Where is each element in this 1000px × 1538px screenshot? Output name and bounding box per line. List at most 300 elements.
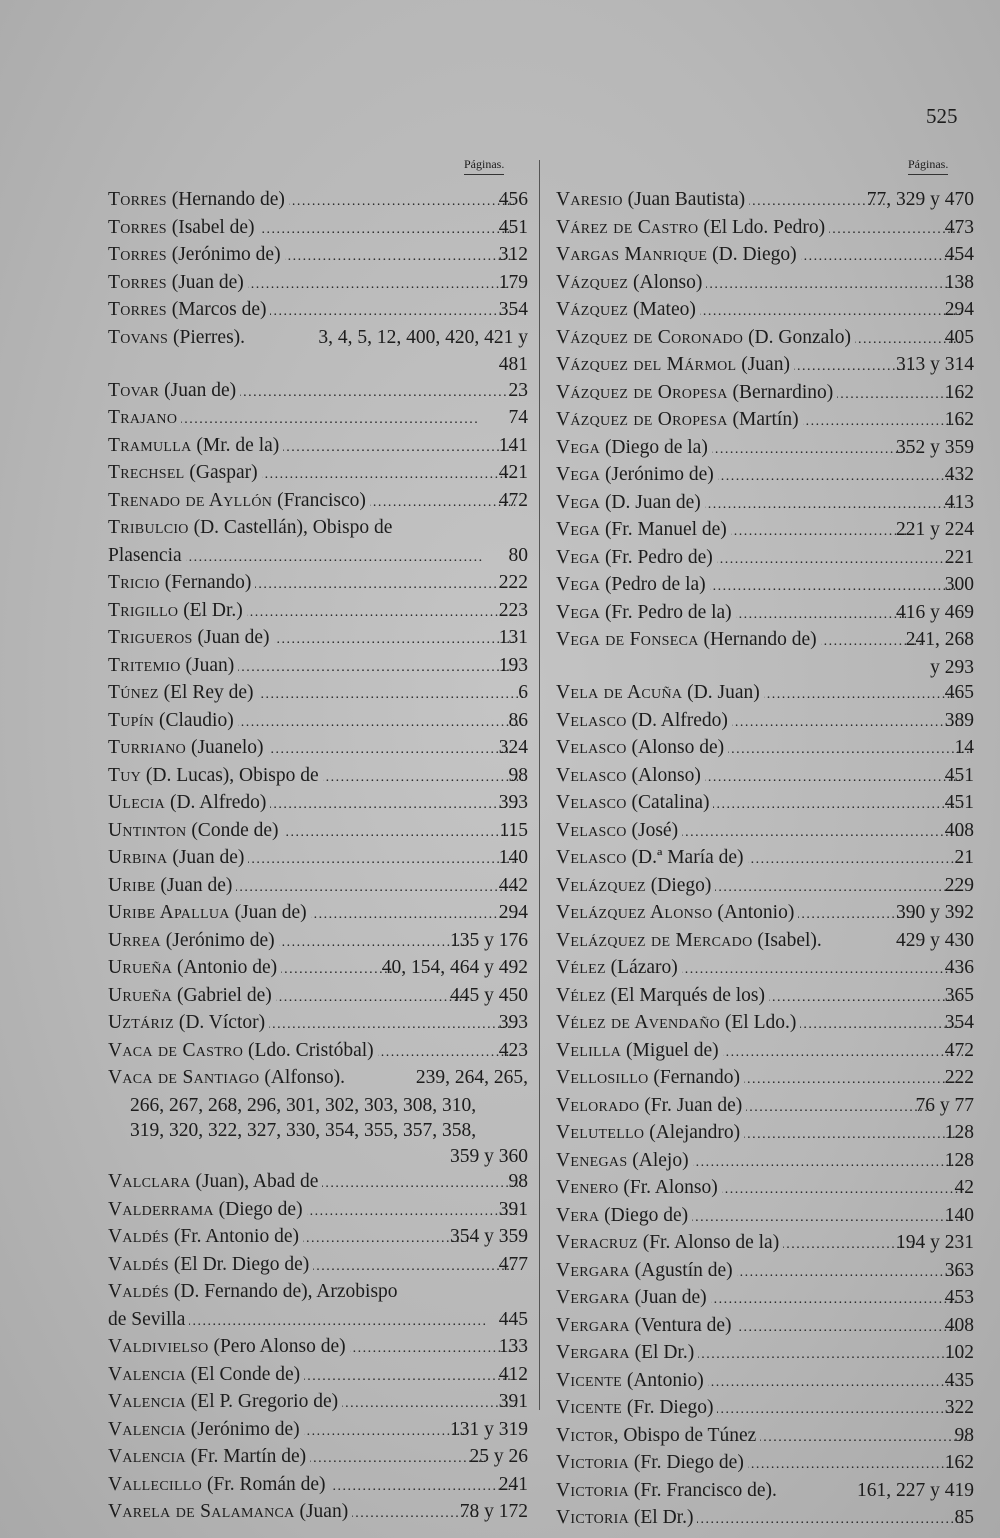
entry-surname: Vicente <box>556 1369 622 1391</box>
dot-leader <box>717 1397 962 1423</box>
entry-surname: Vellosillo <box>556 1067 649 1088</box>
entry-given: (Diego de) <box>599 1204 689 1226</box>
index-entry <box>108 1417 528 1445</box>
entry-given: (Gabriel de) <box>172 984 272 1006</box>
entry-given: (Fr. Alonso) <box>618 1177 718 1198</box>
entry-name <box>108 1444 307 1470</box>
entry-given: (El Rey de) <box>158 682 254 703</box>
entry-surname: Trajano <box>108 407 178 428</box>
index-entry-line <box>108 1389 528 1417</box>
dot-leader <box>697 1507 970 1533</box>
index-entry-line <box>108 1065 528 1093</box>
entry-surname: Uztáriz <box>108 1012 174 1033</box>
entry-surname: Urueña <box>108 984 173 1006</box>
entry-name <box>108 1279 398 1305</box>
index-entry <box>108 1362 528 1390</box>
entry-pages: 456 <box>498 189 528 210</box>
index-entry <box>556 928 974 956</box>
entry-given: (José) <box>626 819 679 841</box>
entry-pages: 413 <box>944 491 974 513</box>
index-entry-line <box>556 215 974 243</box>
entry-surname: Victoria <box>556 1507 630 1528</box>
entry-given: (Ventura de) <box>629 1314 732 1336</box>
entry-surname: Velázquez Alonso <box>556 902 713 923</box>
index-entry-line <box>108 1279 528 1307</box>
dot-leader <box>783 1232 914 1258</box>
entry-given: (El Dr. Diego de) <box>169 1253 310 1275</box>
entry-given: (D. Diego) <box>707 244 797 265</box>
entry-name <box>556 215 826 241</box>
entry-surname: Túnez <box>108 682 159 703</box>
index-entry-line <box>108 818 528 846</box>
index-entry <box>556 1148 974 1176</box>
entry-surname: Velasco <box>556 764 627 786</box>
entry-pages: 393 <box>498 1012 528 1033</box>
index-entry <box>108 242 528 270</box>
entry-pages: 161, 227 y 419 <box>857 1479 974 1501</box>
column-divider <box>539 160 540 1410</box>
entry-surname: Victor <box>556 1424 614 1446</box>
entry-given: (Marcos de) <box>166 299 267 320</box>
entry-surname: Vela de Acuña <box>556 682 683 703</box>
index-entry <box>556 790 974 818</box>
entry-pages: 454 <box>944 244 974 265</box>
index-entry-line <box>556 627 974 655</box>
index-entry <box>108 763 528 791</box>
entry-surname: Urrea <box>108 929 161 951</box>
entry-surname: Vergara <box>556 1287 630 1308</box>
entry-surname: Torres <box>108 244 167 265</box>
entry-pages: 128 <box>944 1149 974 1171</box>
entry-surname: Uribe Apallua <box>108 902 230 923</box>
entry-name <box>556 1120 741 1146</box>
index-entry <box>108 955 528 983</box>
entry-name <box>108 1252 310 1278</box>
entry-surname: Tovar <box>108 379 160 401</box>
entry-pages: 25 y 26 <box>469 1446 528 1467</box>
entry-pages: 133 <box>498 1336 528 1357</box>
entry-name <box>556 708 728 734</box>
dot-leader <box>258 682 524 708</box>
entry-surname: Vera <box>556 1204 600 1226</box>
entry-name <box>108 955 278 981</box>
entry-pages: 135 y 176 <box>450 929 528 951</box>
entry-surname: Urueña <box>108 957 173 978</box>
index-entry-line <box>108 1010 528 1038</box>
entry-given: (Juan) <box>736 354 790 375</box>
entry-pages-continued: 359 y 360 <box>450 1145 528 1167</box>
index-entry-line <box>556 763 974 791</box>
entry-surname: Torres <box>108 299 167 320</box>
dot-leader <box>706 272 962 298</box>
dot-leader <box>307 1199 517 1225</box>
entry-surname: Urbina <box>108 847 168 868</box>
index-entry-line <box>556 1065 974 1093</box>
entry-surname: Vallecillo <box>108 1473 203 1495</box>
entry-name <box>556 1065 741 1091</box>
index-entry-line <box>108 598 528 626</box>
entry-pages: 294 <box>498 902 528 923</box>
entry-given: (Fr. Antonio de) <box>169 1226 299 1247</box>
entry-surname: Vargas Manrique <box>556 244 708 265</box>
index-entry-line <box>108 735 528 763</box>
entry-pages: 194 y 231 <box>896 1232 974 1253</box>
entry-name <box>108 187 285 213</box>
entry-surname: Velasco <box>556 847 627 868</box>
dot-leader <box>310 1446 487 1472</box>
entry-surname: Velasco <box>556 819 627 841</box>
index-entry-line <box>556 818 974 846</box>
entry-given: (Catalina) <box>626 792 710 813</box>
index-entry <box>556 600 974 628</box>
entry-name <box>556 380 834 406</box>
entry-surname: Valclara <box>108 1171 191 1192</box>
entry-surname: Vázquez <box>556 271 629 293</box>
entry-pages: 451 <box>498 216 528 238</box>
index-entry <box>108 928 528 956</box>
dot-leader <box>713 792 962 818</box>
right-column-header-label: Páginas. <box>908 157 948 175</box>
entry-pages-continued: 481 <box>498 354 528 375</box>
entry-given: (Fr. Román de) <box>202 1473 326 1495</box>
entry-pages: 221 <box>944 546 974 568</box>
dot-leader <box>304 1419 468 1445</box>
entry-pages-continued: 266, 267, 268, 296, 301, 302, 303, 308, 310, <box>130 1094 477 1116</box>
entry-given: (Jerónimo de) <box>185 1418 300 1440</box>
dot-leader <box>800 1012 962 1038</box>
index-entry-line <box>556 242 974 270</box>
index-entry-line <box>556 1120 974 1148</box>
entry-surname: Vega de Fonseca <box>556 629 699 650</box>
index-entry-line <box>556 928 974 956</box>
entry-pages: 313 y 314 <box>896 354 974 375</box>
entry-pages: 40, 154, 464 y 492 <box>381 957 528 978</box>
index-entry-line: Tupín (Claudio) . . . 86 <box>130 708 528 736</box>
dot-leader <box>711 1287 963 1313</box>
entry-given: (El P. Gregorio de) <box>185 1391 339 1412</box>
entry-surname: Uribe <box>108 874 156 896</box>
entry-name <box>108 983 272 1009</box>
dot-leader <box>748 1452 963 1478</box>
dot-leader <box>700 299 963 325</box>
dot-leader <box>283 820 518 846</box>
entry-given: (Juan) <box>180 654 235 676</box>
entry-name <box>556 955 678 981</box>
right-index-column <box>556 187 974 1533</box>
dot-leader <box>829 217 963 243</box>
entry-name <box>556 297 696 323</box>
entry-given: (Alejandro) <box>644 1122 741 1143</box>
page-number: 525 <box>926 104 958 128</box>
index-entry <box>108 1444 528 1472</box>
entry-pages: 222 <box>944 1067 974 1088</box>
entry-surname: Velasco <box>556 792 627 813</box>
entry-pages: 138 <box>944 271 974 293</box>
entry-name <box>556 545 713 571</box>
entry-name <box>556 352 790 378</box>
entry-name <box>108 515 393 541</box>
index-entry <box>108 1389 528 1417</box>
index-entry <box>556 873 974 901</box>
entry-given: (Juan de) <box>167 847 245 868</box>
index-entry <box>108 1334 528 1362</box>
entry-name <box>556 1175 718 1201</box>
dot-leader <box>270 792 516 818</box>
index-entry <box>108 297 528 325</box>
entry-given: (Ldo. Cristóbal) <box>243 1039 374 1061</box>
index-entry <box>108 570 528 598</box>
entry-surname: Vergara <box>556 1259 630 1281</box>
dot-leader <box>760 1425 970 1451</box>
entry-name-continued: Plasencia <box>108 544 182 566</box>
entry-given: (Fr. Juan de) <box>639 1094 743 1116</box>
index-entry-line: Victor, Obispo de Túnez . . . 98 <box>578 1423 974 1451</box>
index-entry-line <box>108 215 528 243</box>
entry-surname: Vergara <box>556 1342 630 1363</box>
entry-name <box>108 215 255 241</box>
dot-leader <box>370 490 517 516</box>
dot-leader <box>837 382 963 408</box>
index-entry <box>108 1499 528 1527</box>
index-entry-line <box>556 352 974 380</box>
entry-pages: 294 <box>944 299 974 320</box>
index-entry-line <box>108 1472 528 1500</box>
entry-name <box>108 928 275 954</box>
index-entry-line <box>556 325 974 353</box>
entry-given: (Conde de) <box>186 819 279 841</box>
entry-given: (El Dr.) <box>629 1507 694 1528</box>
entry-pages-continued: 319, 320, 322, 327, 330, 354, 355, 357, 358, <box>130 1120 477 1141</box>
index-entry <box>556 735 974 763</box>
index-entry <box>108 983 528 1011</box>
index-entry <box>556 983 974 1011</box>
entry-pages: 241, 268 <box>905 629 974 650</box>
index-entry <box>108 1169 528 1197</box>
entry-given: (Pierres). <box>168 326 246 348</box>
index-entry <box>556 763 974 791</box>
index-entry <box>108 900 528 928</box>
entry-given: (Gaspar) <box>184 462 258 483</box>
entry-name <box>556 1230 780 1256</box>
entry-surname: Vega <box>556 601 601 623</box>
index-entry <box>556 352 974 380</box>
entry-surname: Vázquez del Mármol <box>556 354 737 375</box>
entry-name <box>556 680 760 706</box>
index-entry-line <box>108 1307 528 1335</box>
entry-pages: 365 <box>944 984 974 1006</box>
entry-surname: Venegas <box>556 1149 628 1171</box>
dot-leader <box>737 1260 963 1286</box>
entry-pages: 453 <box>944 1287 974 1308</box>
index-entry-line <box>108 955 528 983</box>
index-entry-line <box>556 435 974 463</box>
entry-pages: 390 y 392 <box>896 902 974 923</box>
entry-name <box>108 570 252 596</box>
index-entry <box>556 680 974 708</box>
dot-leader <box>693 1150 963 1176</box>
entry-given: (Alonso de) <box>626 737 725 758</box>
entry-given: (Agustín de) <box>629 1259 733 1281</box>
entry-given: (Hernando de) <box>698 629 817 650</box>
entry-pages: 363 <box>944 1259 974 1281</box>
index-entry <box>556 1423 974 1451</box>
entry-given: (Miguel de) <box>621 1039 719 1061</box>
index-entry-line: Venero (Fr. Alonso) . . . 42 <box>578 1175 974 1203</box>
entry-surname: Valdés <box>108 1253 169 1275</box>
entry-name <box>108 900 307 926</box>
index-entry-line <box>556 1340 974 1368</box>
index-entry <box>556 1175 974 1203</box>
entry-name <box>556 1423 757 1449</box>
index-entry-line <box>108 873 528 901</box>
entry-surname: Vélez de Avendaño <box>556 1012 721 1033</box>
index-entry-line <box>556 680 974 708</box>
entry-surname: Venero <box>556 1177 619 1198</box>
entry-surname: Tupín <box>108 709 155 731</box>
entry-given: (Juan de) <box>155 874 233 896</box>
entry-given: (Alonso) <box>626 764 701 786</box>
entry-given: (D. Juan de) <box>600 491 701 513</box>
entry-given: (Juan de) <box>629 1287 707 1308</box>
index-entry <box>556 708 974 736</box>
entry-name <box>108 790 267 816</box>
dot-leader <box>350 1336 517 1362</box>
entry-name <box>556 435 708 461</box>
entry-pages: 128 <box>944 1122 974 1143</box>
index-entry <box>108 708 528 736</box>
index-entry-line: Tovar (Juan de) . . . 23 <box>130 378 528 406</box>
entry-pages: 300 <box>944 574 974 595</box>
index-entry-line <box>556 983 974 1011</box>
dot-leader <box>708 1370 963 1396</box>
entry-surname: Valencia <box>108 1391 186 1412</box>
entry-pages: 405 <box>944 326 974 348</box>
entry-given: (Fr. Francisco de). <box>629 1479 777 1501</box>
entry-pages-continued: y 293 <box>930 656 974 678</box>
dot-leader <box>692 1205 963 1231</box>
dot-leader <box>240 380 524 406</box>
entry-surname: Valdivielso <box>108 1336 209 1357</box>
index-entry-line <box>108 297 528 325</box>
entry-surname: Velasco <box>556 737 627 758</box>
entry-surname: Velasco <box>556 709 627 731</box>
entry-pages: 473 <box>944 216 974 238</box>
index-entry <box>108 680 528 708</box>
index-entry <box>108 1279 528 1334</box>
left-column-header <box>464 157 504 175</box>
entry-name <box>108 845 245 871</box>
index-entry-line <box>108 433 528 461</box>
dot-leader <box>705 492 963 518</box>
dot-leader <box>722 1177 970 1203</box>
entry-given: (Fernando) <box>648 1067 741 1088</box>
entry-given: (Jerónimo de) <box>160 929 275 951</box>
entry-surname: Varesio <box>556 189 623 210</box>
entry-given: (Fr. Pedro de) <box>600 546 713 568</box>
dot-leader <box>304 1364 517 1390</box>
entry-given: (D. Gonzalo) <box>743 326 851 348</box>
entry-surname: Vega <box>556 491 601 513</box>
dot-leader <box>269 1012 517 1038</box>
index-entry-line <box>556 708 974 736</box>
dot-leader <box>276 985 468 1011</box>
entry-surname: Velilla <box>556 1039 622 1061</box>
index-entry <box>108 1472 528 1500</box>
entry-given: (Alonso) <box>628 271 703 293</box>
index-entry-line <box>108 570 528 598</box>
entry-surname: Vega <box>556 519 601 540</box>
entry-pages: 421 <box>498 462 528 483</box>
dot-leader <box>710 574 963 600</box>
index-entry-line <box>556 187 974 215</box>
entry-given: (D. Castellán), Obispo de <box>188 517 393 538</box>
dot-leader <box>259 217 517 243</box>
entry-given: (Mateo) <box>628 299 696 320</box>
entry-given: (El Ldo.) <box>720 1012 797 1033</box>
dot-leader <box>682 957 963 983</box>
entry-surname: Vélez <box>556 957 606 978</box>
entry-pages: 162 <box>944 1452 974 1473</box>
entry-pages: 78 y 172 <box>459 1501 528 1522</box>
entry-given: (Fr. Martín de) <box>185 1446 307 1467</box>
index-entry <box>108 187 528 215</box>
index-entry <box>108 1224 528 1252</box>
index-entry-line <box>108 270 528 298</box>
entry-name <box>108 1499 349 1525</box>
right-column-header <box>908 157 948 175</box>
entry-pages: 324 <box>498 737 528 758</box>
index-entry <box>108 873 528 901</box>
entry-surname: Várez de Castro <box>556 216 699 238</box>
dot-leader <box>248 272 517 298</box>
index-entry-line <box>556 1258 974 1286</box>
entry-surname: Torres <box>108 189 167 210</box>
entry-name <box>556 1203 689 1229</box>
index-entry <box>556 407 974 435</box>
entry-name <box>556 818 679 844</box>
entry-name <box>108 1417 300 1443</box>
entry-pages: 393 <box>498 792 528 813</box>
dot-leader <box>323 765 524 791</box>
entry-name <box>108 735 264 761</box>
entry-name <box>556 627 817 653</box>
entry-given: (Juan de) <box>159 379 237 401</box>
entry-given: (Hernando de) <box>166 189 285 210</box>
entry-name <box>556 490 701 516</box>
index-entry-line <box>556 545 974 573</box>
index-entry <box>556 572 974 600</box>
entry-pages: 102 <box>944 1342 974 1363</box>
entry-pages: 429 y 430 <box>896 929 974 951</box>
index-entry-line <box>108 460 528 488</box>
index-entry <box>556 1450 974 1478</box>
entry-name <box>556 1093 743 1119</box>
dot-leader <box>803 409 963 435</box>
entry-pages: 472 <box>498 489 528 511</box>
dot-leader <box>744 1122 963 1148</box>
entry-pages: 477 <box>498 1253 528 1275</box>
entry-given: (Alejo) <box>627 1149 689 1171</box>
index-entry <box>556 818 974 846</box>
entry-name <box>108 708 234 734</box>
dot-leader <box>342 1391 517 1417</box>
index-entry <box>108 1252 528 1280</box>
entry-given: (El Ldo. Pedro) <box>698 216 826 238</box>
entry-name <box>556 1313 732 1339</box>
entry-given: (Fernando) <box>159 572 252 593</box>
entry-name <box>556 462 714 488</box>
entry-surname: Vélez <box>556 984 606 1006</box>
